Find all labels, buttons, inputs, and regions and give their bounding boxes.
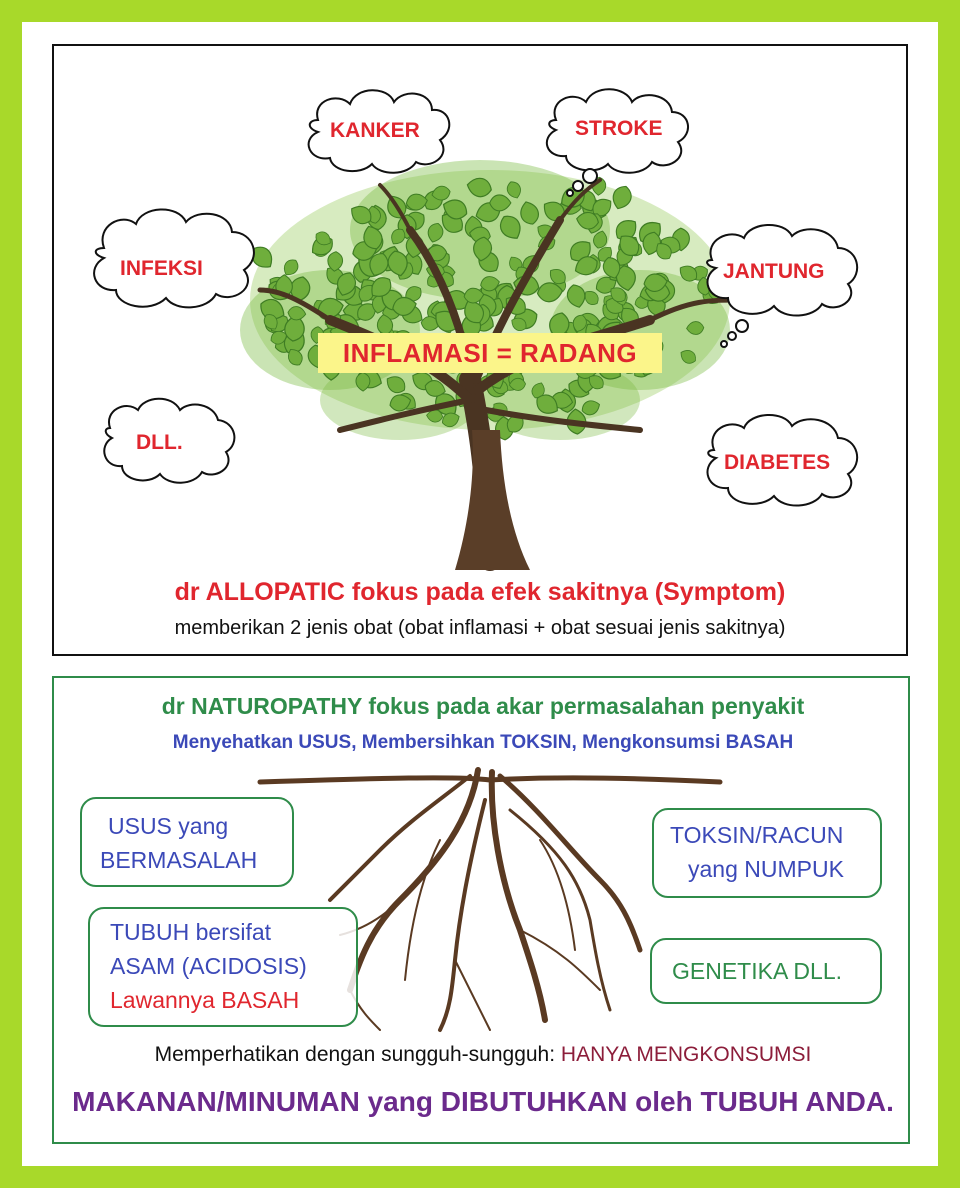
footer-line-2: MAKANAN/MINUMAN yang DIBUTUHKAN oleh TUBUH ANDA.	[72, 1086, 894, 1117]
box-tubuh	[88, 907, 358, 1027]
box-tubuh-line1: TUBUH bersifat	[110, 919, 272, 945]
box-toksin	[652, 808, 882, 898]
footer-line-1	[60, 1043, 906, 1067]
allopatic-title: dr ALLOPATIC fokus pada efek sakitnya (Symptom)	[174, 578, 786, 606]
tree-trunk	[455, 430, 530, 570]
cloud-label-diabetes: DIABETES	[724, 451, 831, 474]
cloud-label-dll: DLL.	[136, 431, 183, 454]
inflamasi-banner: INFLAMASI = RADANG	[318, 333, 662, 373]
cloud-label-kanker: KANKER	[330, 119, 420, 142]
box-usus-line2: BERMASALAH	[100, 847, 258, 873]
cloud-label-jantung: JANTUNG	[723, 260, 825, 283]
box-toksin-line2: yang NUMPUK	[688, 856, 844, 882]
footer-line-1-plain: Memperhatikan dengan sungguh-sungguh:	[154, 1043, 561, 1066]
footer-line-1-highlight: HANYA MENGKONSUMSI	[560, 1043, 812, 1066]
box-usus-line1: USUS yang	[108, 813, 229, 839]
naturopathy-subtitle: Menyehatkan USUS, Membersihkan TOKSIN, Mengkonsumsi BASAH	[172, 732, 794, 753]
box-usus	[80, 797, 294, 887]
box-genetika	[650, 938, 882, 1004]
tree-canopy	[240, 160, 730, 440]
box-tubuh-line3: Lawannya BASAH	[110, 987, 300, 1013]
cloud-label-infeksi: INFEKSI	[120, 257, 203, 280]
box-toksin-line1: TOKSIN/RACUN	[670, 822, 844, 848]
allopatic-subtitle: memberikan 2 jenis obat (obat inflamasi + obat sesuai jenis sakitnya)	[174, 617, 786, 639]
box-tubuh-line2: ASAM (ACIDOSIS)	[110, 953, 307, 979]
cloud-label-stroke: STROKE	[575, 117, 663, 140]
naturopathy-title: dr NATUROPATHY fokus pada akar permasalahan penyakit	[161, 693, 805, 719]
box-genetika-label: GENETIKA DLL.	[672, 958, 843, 984]
